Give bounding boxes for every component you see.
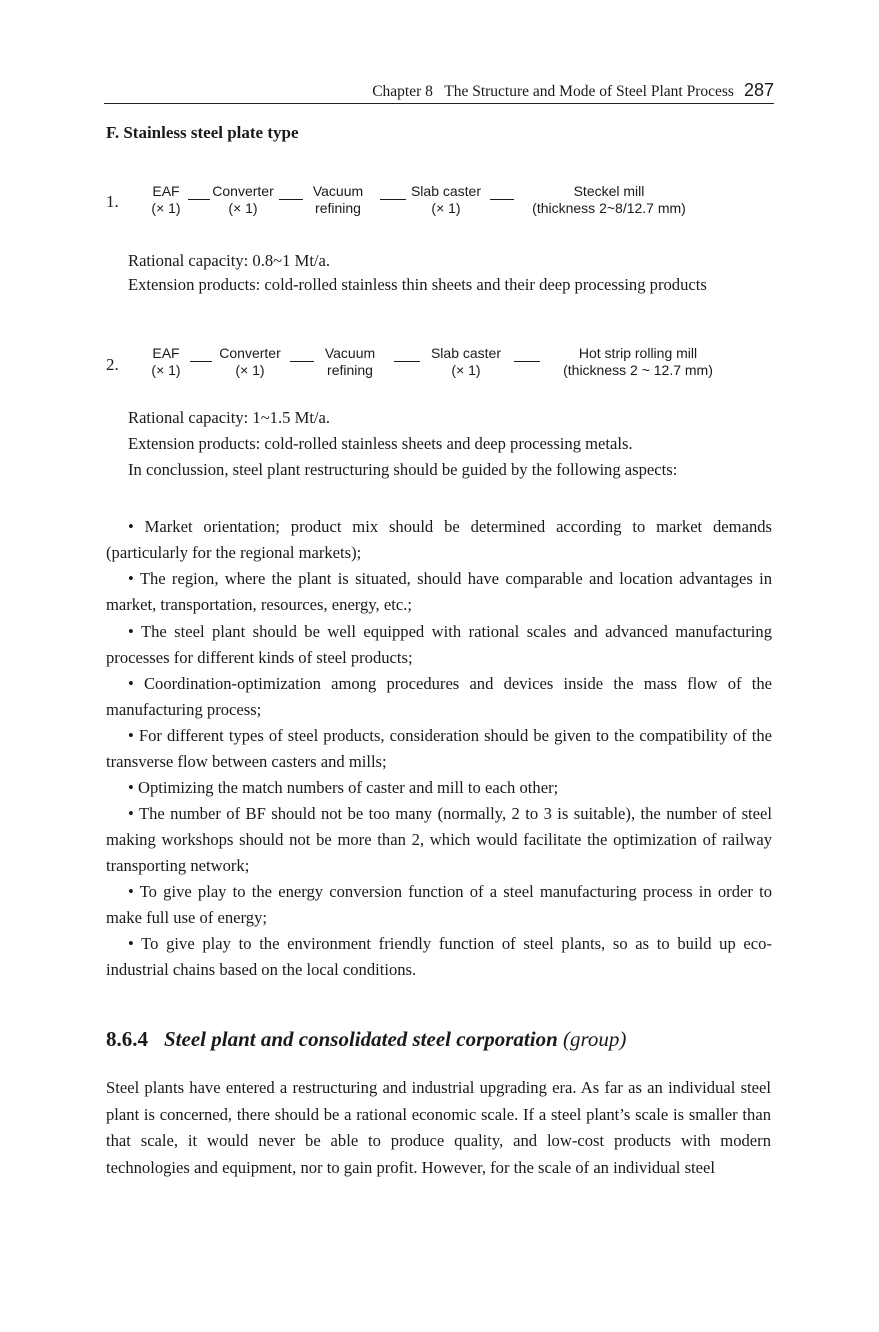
conclusion-intro: In conclussion, steel plant restructuring should be guided by the following aspects: bbox=[128, 460, 678, 479]
bullet-item: • Optimizing the match numbers of caster and mill to each other; bbox=[128, 778, 559, 797]
bullet-item: • The steel plant should be well equipped with rational scales and advanced manufacturing processes for different kinds of steel products; bbox=[106, 622, 772, 667]
flow-node-eaf: EAF (× 1) bbox=[151, 345, 181, 378]
flow-connector bbox=[514, 361, 540, 362]
flow-connector bbox=[290, 361, 314, 362]
process-number: 1. bbox=[106, 192, 119, 211]
flow-node-steckel-mill: Steckel mill (thickness 2~8/12.7 mm) bbox=[532, 183, 686, 216]
bullet-item: • To give play to the energy conversion function of a steel manufacturing process in order to make full use of energy; bbox=[106, 882, 772, 927]
bullet-item: • For different types of steel products, consideration should be given to the compatibility of the transverse flow between casters and mills; bbox=[106, 726, 772, 771]
flow-node-slab-caster: Slab caster (× 1) bbox=[430, 345, 502, 378]
flow-node-slab-caster: Slab caster (× 1) bbox=[410, 183, 482, 216]
flow-connector bbox=[394, 361, 420, 362]
flow-connector bbox=[190, 361, 212, 362]
bullet-item: • Market orientation; product mix should be determined according to market demands (particularly for the regional markets); bbox=[106, 517, 772, 562]
flow-node-hot-strip-rolling-mill: Hot strip rolling mill (thickness 2 ~ 12.7 mm) bbox=[563, 345, 713, 378]
extension-products-2: Extension products: cold-rolled stainless sheets and deep processing metals. bbox=[128, 434, 633, 453]
flow-node-converter: Converter (× 1) bbox=[212, 183, 274, 216]
body-paragraph: Steel plants have entered a restructuring and industrial upgrading era. As far as an individual steel plant is concerned, there should be a rational economic scale. If a steel plant’s scale is smaller than that scale, it would never be able to produce quality, and low-cost products with modern technologies and equipment, nor to gain profit. However, for the scale of an individual steel bbox=[106, 1078, 771, 1177]
flow-node-eaf: EAF (× 1) bbox=[151, 183, 181, 216]
subsection-heading bbox=[106, 1027, 626, 1052]
bullet-item: • The number of BF should not be too many (normally, 2 to 3 is suitable), the number of steel making workshops should not be more than 2, which would facilitate the optimization of railway transporting network; bbox=[106, 804, 772, 875]
capacity-1: Rational capacity: 0.8~1 Mt/a. bbox=[128, 251, 331, 270]
section-heading: F. Stainless steel plate type bbox=[106, 123, 299, 142]
subsection-suffix: (group) bbox=[563, 1027, 627, 1051]
page-number: 287 bbox=[743, 80, 774, 100]
subsection-number: 8.6.4 bbox=[106, 1027, 148, 1051]
subsection-title: Steel plant and consolidated steel corporation bbox=[164, 1027, 558, 1051]
bullet-item: • To give play to the environment friendly function of steel plants, so as to build up eco-industrial chains based on the local conditions. bbox=[106, 934, 772, 979]
flow-node-vacuum-refining: Vacuum refining bbox=[324, 345, 376, 378]
process-flow-2 bbox=[0, 0, 879, 400]
flow-node-vacuum-refining: Vacuum refining bbox=[312, 183, 364, 216]
running-title: Chapter 8 The Structure and Mode of Steel Plant Process bbox=[372, 83, 734, 100]
process-number: 2. bbox=[106, 355, 119, 374]
extension-products-1: Extension products: cold-rolled stainless thin sheets and their deep processing products bbox=[128, 275, 707, 294]
flow-node-converter: Converter (× 1) bbox=[219, 345, 281, 378]
bullet-item: • Coordination-optimization among procedures and devices inside the mass flow of the manufacturing process; bbox=[106, 674, 772, 719]
bullet-item: • The region, where the plant is situated, should have comparable and location advantages in market, transportation, resources, energy, etc.; bbox=[106, 569, 772, 614]
capacity-2: Rational capacity: 1~1.5 Mt/a. bbox=[128, 408, 331, 427]
